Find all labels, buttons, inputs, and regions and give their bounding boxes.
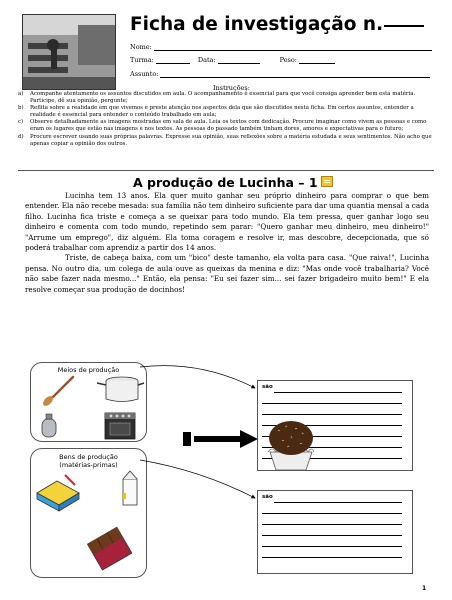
section-title-text: A produção de Lucinha – 1 (133, 175, 318, 190)
goods-answer-prefix: são (262, 494, 273, 500)
story-paragraph-2: Triste, de cabeça baixa, com um "bico" deste tamanho, ela volta para casa. "Que raiva!", Lucinha pensa. No outro dia, um colega de aula ouve as queixas da menina e diz: "Mas onde você trabalharia? Você não sabe fazer nada mesmo..." Então, ela pensa: "Eu sei fazer sim... sei fazer brigadeiro muito bem!" E ela resolve começar sua produção de docinhos! (25, 253, 429, 294)
instruction-key: c) (18, 119, 24, 126)
instruction-text: Observe detalhadamente as imagens mostradas em sala de aula. Leia os textos com dedicação. Procure imaginar como vivem as pessoas e como eram os lugares que estão nas imagens e nos textos. As pessoas do passado também tinham dores, amores e expectativas para o futuro; (30, 119, 427, 133)
goods-label-line2: (matérias-primas) (59, 461, 118, 469)
class-label: Turma: (130, 56, 154, 64)
worksheet-title-text: Ficha de investigação n. (130, 14, 384, 35)
instruction-text: Reflita sobre a realidade em que vivemos e preste atenção nos aspectos dela que são discutidos nesta ficha. Em certos assuntos, entender a realidade é essencial para entender o conteúdo trabalhado em aula; (30, 105, 414, 119)
means-answer-prefix: são (262, 384, 273, 390)
grade-label: Peso: (279, 56, 297, 64)
name-label: Nome: (130, 43, 152, 51)
instruction-key: a) (18, 91, 24, 97)
brigadeiro-icon (268, 421, 314, 470)
story-paragraph-1: Lucinha tem 13 anos. Ela quer muito ganhar seu próprio dinheiro para comprar o que bem entender. Ela não recebe mesada: sua família não tem dinheiro suficiente para dar uma quantia mensal a cada filho. Lucinha fica triste e começa a se queixar para todo mundo. Ela tem pressa, quer ganhar logo seu dinheiro e comenta com todo mundo, repetindo sem parar: "Quero ganhar meu dinheiro, meu dinheiro!" "Arrume um emprego", diz alguém. Ela toma coragem e resolve ir, mas descobre, decepcionada, que só poderá trabalhar com aprendiz a partir dos 14 anos. (25, 191, 429, 253)
big-arrow-icon (183, 430, 258, 448)
page-number: 1 (422, 585, 427, 592)
instruction-key: d) (18, 133, 24, 140)
instruction-text: Acompanhe atentamente os assuntos discutidos em aula. O acompanhamento é essencial para que você consiga aprender bem esta matéria. Participe, dê sua opinião, pergunte; (30, 91, 416, 105)
arrow-goods-to-answer (140, 460, 255, 498)
subject-label: Assunto: (130, 70, 159, 78)
arrow-means-to-answer (140, 366, 255, 388)
goods-label-line1: Bens de produção (59, 453, 118, 461)
instruction-key: b) (18, 105, 24, 112)
instructions-heading: Instruções: (213, 84, 250, 92)
means-label: Meios de produção (57, 366, 120, 374)
instruction-text: Procure escrever usando suas próprias palavras. Expresse sua opinião, suas reflexões sobre a matéria estudada e seus sentimentos. Não acho que apenas copiar a opinião dos outros. (30, 133, 432, 147)
date-label: Data: (197, 56, 216, 64)
